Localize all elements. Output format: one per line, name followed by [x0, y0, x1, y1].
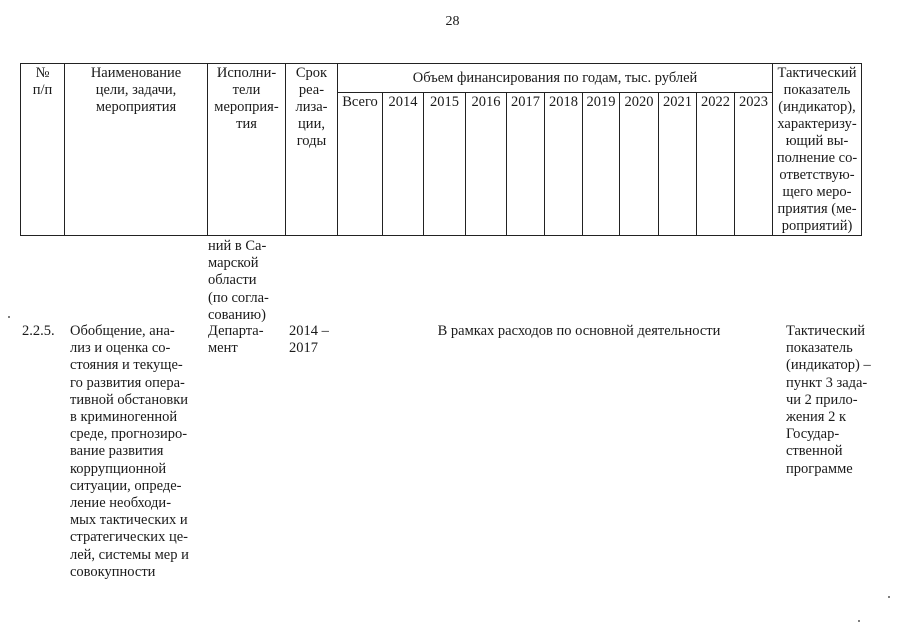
header-year: 2019	[583, 93, 620, 236]
row-name: Обобщение, ана- лиз и оценка со- стояния и текуще- го развития опера- тивной обстановки в криминогенной среде, прогнозиро- вание развития коррупционной ситуации, опреде- ление необходи- мых тактических и стратегических це- лей, системы мер и совокупности	[70, 323, 189, 580]
header-year: 2021	[659, 93, 697, 236]
header-executors: Исполни- тели мероприя- тия	[208, 64, 286, 236]
executor-continuation: ний в Са- марской области (по согла- сованию)	[208, 238, 269, 323]
header-name: Наименование цели, задачи, мероприятия	[65, 64, 208, 236]
header-indicator: Тактический показатель (индикатор), характеризу- ющий вы- полнение со- ответствую- щего меро- приятия (ме- роприятий)	[773, 64, 862, 236]
header-year: 2020	[620, 93, 659, 236]
header-year: 2022	[697, 93, 735, 236]
scan-speck	[858, 620, 860, 622]
page-number: 28	[445, 14, 460, 29]
header-year: 2016	[466, 93, 507, 236]
scan-speck	[8, 316, 10, 318]
header-term: Срок реа- лиза- ции, годы	[286, 64, 338, 236]
header-year: 2017	[507, 93, 545, 236]
header-year: 2014	[383, 93, 424, 236]
header-year: 2023	[735, 93, 773, 236]
row-executor: Департа- мент	[208, 323, 264, 357]
table-header	[20, 63, 862, 236]
scan-speck	[888, 596, 890, 598]
row-funding: В рамках расходов по основной деятельности	[437, 323, 721, 339]
header-funding: Объем финансирования по годам, тыс. рублей	[338, 64, 773, 93]
row-term: 2014 – 2017	[289, 323, 329, 357]
row-indicator: Тактический показатель (индикатор) – пункт 3 зада- чи 2 прило- жения 2 к Государ- ственной программе	[786, 323, 871, 477]
header-year: 2018	[545, 93, 583, 236]
header-number: № п/п	[21, 64, 65, 236]
header-year: 2015	[424, 93, 466, 236]
row-number: 2.2.5.	[22, 323, 55, 339]
header-total: Всего	[338, 93, 383, 236]
